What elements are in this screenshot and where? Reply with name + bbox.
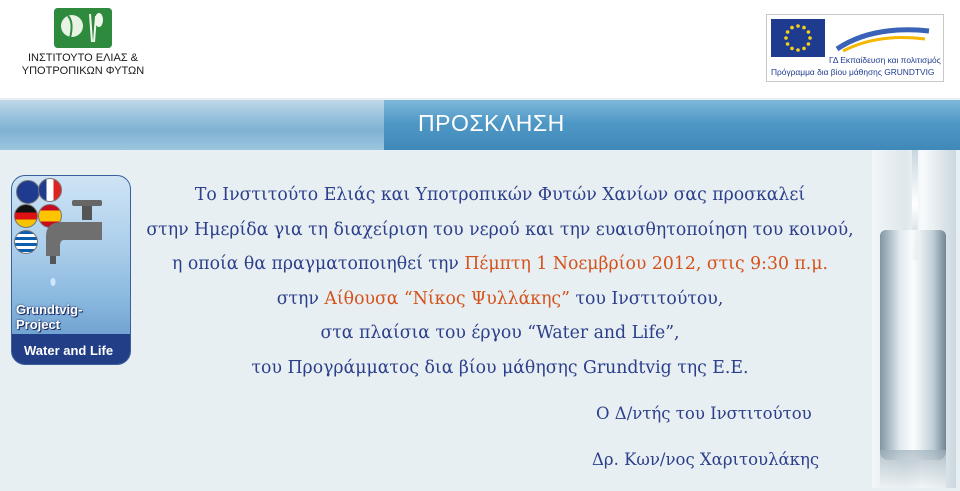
institute-name-line2: ΥΠΟΤΡΟΠΙΚΩΝ ΦΥΤΩΝ: [21, 65, 145, 77]
germany-flag-icon: [14, 204, 38, 228]
invitation-line-3-text: η οποία θα πραγματοποιηθεί την: [171, 254, 465, 274]
grundtvig-swoosh-icon: [833, 21, 933, 55]
eu-flag-icon: [771, 19, 825, 57]
glass-reflection: [880, 450, 946, 488]
eu-flag-round-icon: [16, 180, 40, 204]
institute-name-line1: ΙΝΣΤΙΤΟΥΤΟ ΕΛΙΑΣ &: [27, 52, 139, 64]
greece-flag-icon: [14, 230, 38, 254]
signature-role: Ο Δ/ντής του Ινστιτούτου: [596, 404, 812, 423]
invitation-line-5: στα πλαίσια του έργου “Water and Life”,: [320, 323, 680, 343]
invitation-line-1: Το Ινστιτούτο Ελιάς και Υποτροπικών Φυτών Χανίων σας προσκαλεί: [194, 185, 806, 205]
event-date-time: Πέμπτη 1 Νοεμβρίου 2012, στις 9:30 π.μ.: [464, 254, 829, 274]
eu-dg-label: ΓΔ Εκπαίδευση και πολιτισμός: [829, 55, 941, 65]
eu-programme-label: Πρόγραμμα δια βίου μάθησης GRUNDTVIG: [771, 67, 935, 77]
invitation-line-4: [140, 282, 860, 317]
invitation-text: [140, 178, 860, 385]
invitation-line-4-tail: του Ινστιτούτου,: [569, 288, 724, 309]
grundtvig-project-badge: [11, 175, 131, 365]
invitation-line-3: [140, 247, 860, 282]
water-tap-icon: [42, 196, 122, 296]
signature-name: Δρ. Κων/νος Χαριτουλάκης: [592, 450, 820, 469]
glass-icon: [880, 230, 946, 460]
badge-project-label: Grundtvig-Project: [16, 302, 83, 332]
page-title: ΠΡΟΣΚΛΗΣΗ: [418, 110, 565, 136]
invitation-line-6: του Προγράμματος δια βίου μάθησης Grundtvig της Ε.Ε.: [251, 357, 749, 378]
invitation-line-2: στην Ημερίδα για τη διαχείριση του νερού και την ευαισθητοποίηση του κοινού,: [146, 219, 854, 240]
institute-logo: [18, 8, 148, 88]
invitation-line-4-text: στην: [276, 288, 325, 309]
water-glass-image: [872, 150, 956, 488]
badge-water-and-life-label: Water and Life: [24, 343, 114, 358]
event-venue: Αίθουσα “Νίκος Ψυλλάκης”: [324, 288, 570, 309]
olive-tree-icon: [54, 8, 112, 48]
eu-grundtvig-logo: [766, 14, 944, 82]
